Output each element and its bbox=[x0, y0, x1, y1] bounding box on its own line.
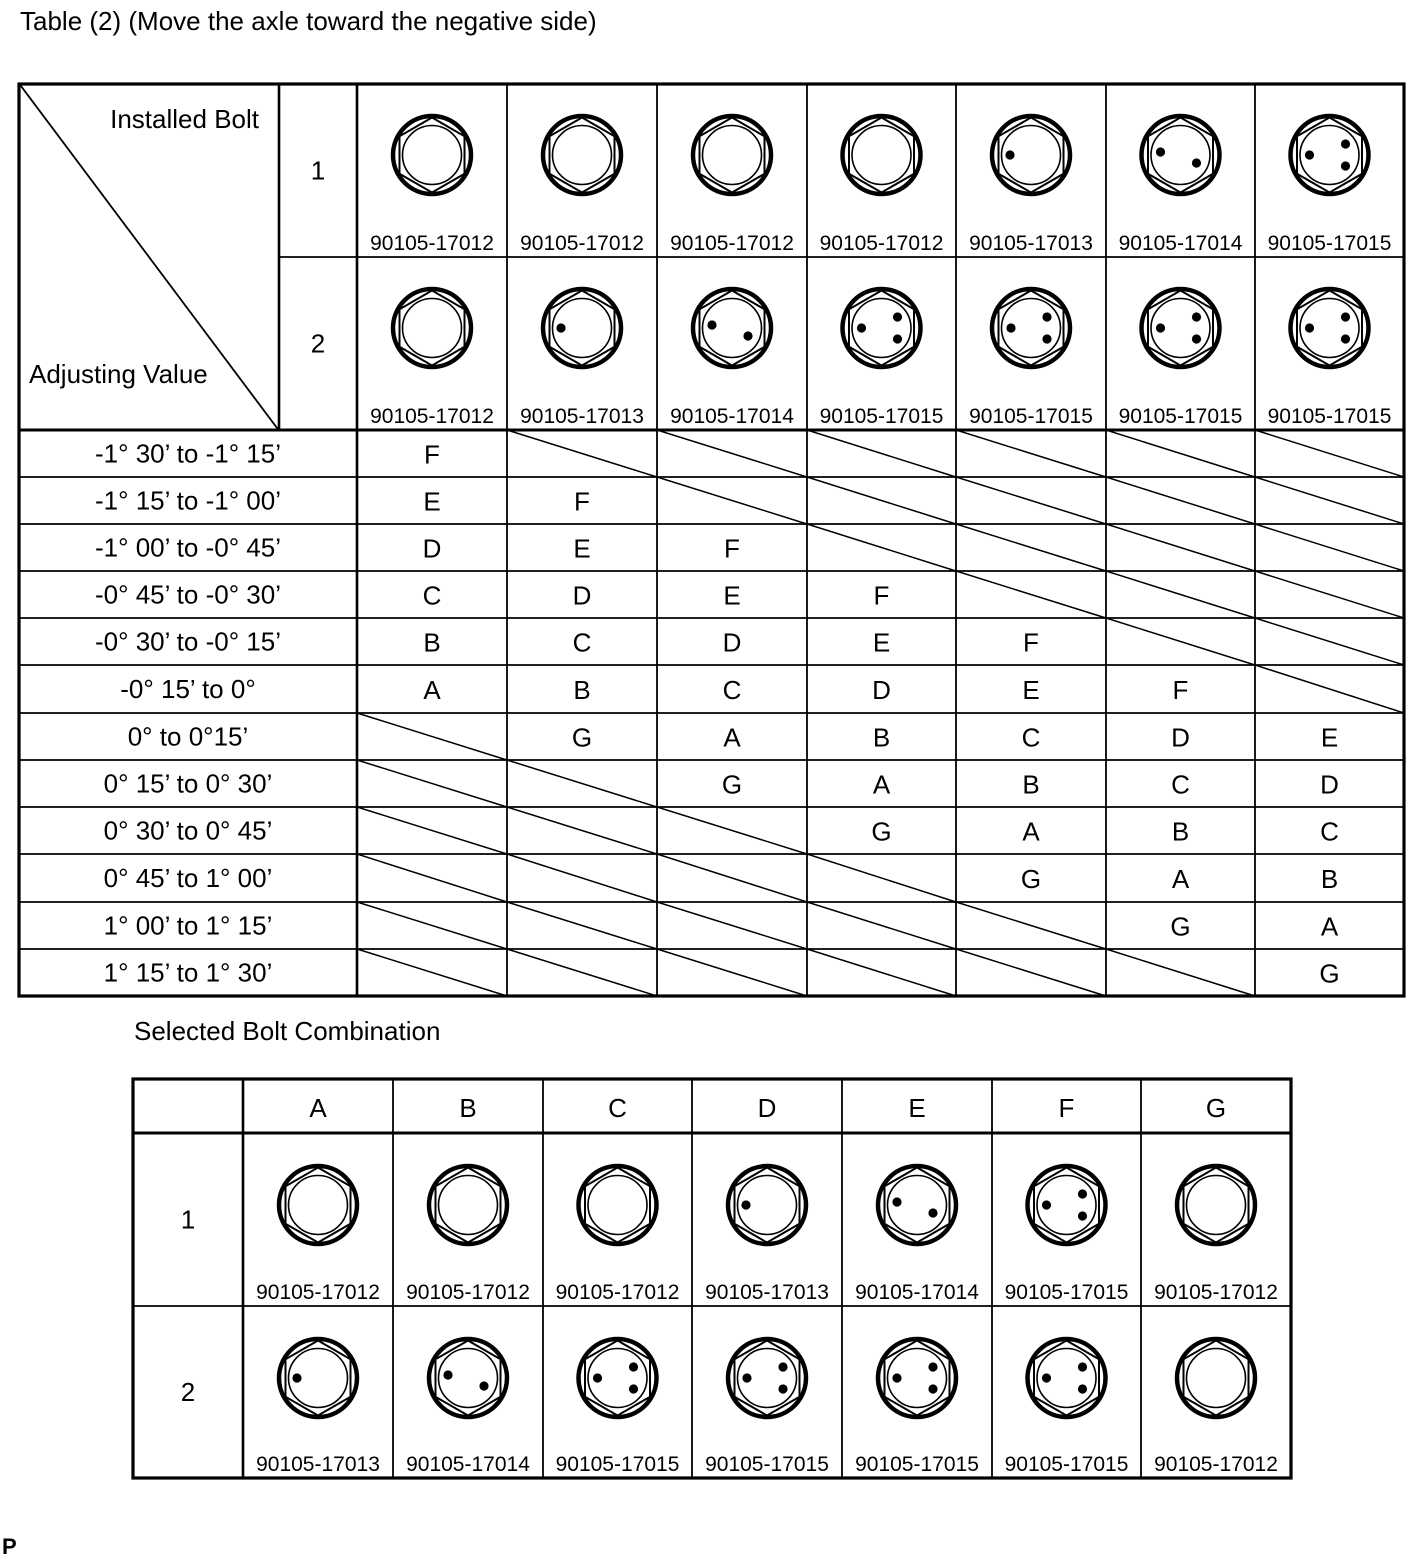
bolt-outer-ring bbox=[279, 1339, 357, 1417]
combination-code: F bbox=[873, 580, 890, 611]
combination-code: B bbox=[423, 627, 441, 658]
bolt-part-number: 90105-17013 bbox=[969, 232, 1093, 255]
bolt-outer-ring bbox=[728, 1166, 806, 1244]
combination-code: B bbox=[1320, 864, 1339, 894]
combination-code: D bbox=[572, 580, 592, 611]
table1-bolt-row-label: 1 bbox=[310, 155, 326, 186]
bolt-mark-dot bbox=[479, 1381, 488, 1390]
not-applicable-slash bbox=[956, 430, 1106, 477]
adjusting-value-label: 0° 30’ to 0° 45’ bbox=[103, 815, 273, 846]
not-applicable-slash bbox=[657, 430, 807, 477]
bolt-hex-head bbox=[700, 118, 765, 193]
bolt-hex-head bbox=[286, 1168, 351, 1243]
bolt-icon bbox=[1291, 116, 1369, 194]
bolt-icon bbox=[878, 1166, 956, 1244]
combination-code: G bbox=[1020, 864, 1042, 894]
bolt-mark-dot bbox=[892, 1197, 901, 1206]
table2-bolt-row-label: 1 bbox=[180, 1204, 196, 1235]
bolt-outer-ring bbox=[1142, 289, 1220, 367]
not-applicable-slash bbox=[1255, 477, 1404, 524]
bolt-mark-dot bbox=[1192, 158, 1201, 167]
bolt-outer-ring bbox=[1028, 1339, 1106, 1417]
bolt-part-number: 90105-17013 bbox=[520, 405, 644, 428]
bolt-inner-circle bbox=[403, 299, 462, 358]
not-applicable-slash bbox=[507, 760, 657, 807]
not-applicable-slash bbox=[1255, 618, 1404, 665]
combination-code: D bbox=[722, 627, 742, 658]
bolt-outer-ring bbox=[579, 1339, 657, 1417]
bolt-mark-dot bbox=[1305, 150, 1314, 159]
bolt-mark-dot bbox=[778, 1362, 787, 1371]
bolt-inner-circle bbox=[1187, 1176, 1246, 1235]
bolt-outer-ring bbox=[579, 1166, 657, 1244]
bolt-outer-ring bbox=[393, 289, 471, 367]
bolt-part-number: 90105-17015 bbox=[705, 1453, 829, 1476]
not-applicable-slash bbox=[507, 854, 657, 902]
bolt-icon bbox=[393, 116, 471, 194]
bolt-part-number: 90105-17012 bbox=[406, 1281, 530, 1304]
bolt-icon bbox=[843, 116, 921, 194]
bolt-part-number: 90105-17012 bbox=[1154, 1281, 1278, 1304]
bolt-mark-dot bbox=[893, 334, 902, 343]
combination-code: A bbox=[872, 769, 891, 800]
bolt-mark-dot bbox=[707, 320, 716, 329]
bolt-icon bbox=[1028, 1339, 1106, 1417]
combination-code: G bbox=[1170, 911, 1191, 942]
bolt-mark-dot bbox=[1042, 1200, 1051, 1209]
combination-code: G bbox=[571, 722, 593, 753]
bolt-mark-dot bbox=[1192, 312, 1201, 321]
not-applicable-slash bbox=[507, 902, 657, 949]
combination-column-header: G bbox=[1205, 1093, 1227, 1123]
combination-code: B bbox=[1171, 816, 1190, 847]
adjusting-value-label: 1° 15’ to 1° 30’ bbox=[103, 957, 273, 988]
bolt-mark-dot bbox=[1005, 150, 1014, 159]
bolt-mark-dot bbox=[1341, 161, 1350, 170]
bolt-part-number: 90105-17014 bbox=[670, 405, 794, 428]
adjusting-value-label: -1° 15’ to -1° 00’ bbox=[94, 485, 282, 516]
bolt-inner-circle bbox=[553, 126, 612, 185]
bolt-outer-ring bbox=[728, 1339, 806, 1417]
bolt-icon bbox=[279, 1339, 357, 1417]
combination-code: A bbox=[1320, 911, 1339, 942]
not-applicable-slash bbox=[507, 949, 657, 996]
bolt-hex-head bbox=[849, 118, 914, 193]
combination-code: F bbox=[1023, 627, 1039, 658]
bolt-hex-head bbox=[400, 291, 465, 366]
bolt-mark-dot bbox=[443, 1370, 452, 1379]
bolt-icon bbox=[1291, 289, 1369, 367]
bolt-icon bbox=[543, 289, 621, 367]
bolt-mark-dot bbox=[743, 331, 752, 340]
bolt-hex-head bbox=[550, 118, 615, 193]
not-applicable-slash bbox=[357, 760, 507, 807]
bolt-part-number: 90105-17015 bbox=[1004, 1281, 1129, 1304]
bolt-hex-head bbox=[436, 1168, 501, 1243]
not-applicable-slash bbox=[1255, 524, 1404, 571]
bolt-icon bbox=[579, 1166, 657, 1244]
combination-code: D bbox=[422, 533, 442, 564]
combination-column-header: E bbox=[908, 1093, 926, 1123]
combination-column-header: F bbox=[1058, 1093, 1075, 1123]
combination-code: F bbox=[1172, 675, 1189, 705]
adjusting-value-label: 0° 15’ to 0° 30’ bbox=[103, 768, 273, 799]
bolt-outer-ring bbox=[843, 116, 921, 194]
combination-code: F bbox=[424, 439, 440, 470]
bolt-part-number: 90105-17014 bbox=[1118, 232, 1243, 255]
not-applicable-slash bbox=[1106, 524, 1255, 571]
not-applicable-slash bbox=[807, 949, 956, 996]
bolt-icon bbox=[1142, 116, 1220, 194]
bolt-hex-head bbox=[1184, 1341, 1249, 1416]
bolt-outer-ring bbox=[693, 116, 771, 194]
adjusting-value-label: -0° 45’ to -0° 30’ bbox=[94, 579, 282, 610]
combination-code: E bbox=[573, 533, 591, 564]
bolt-hex-head bbox=[585, 1168, 650, 1243]
header-adjusting-value: Adjusting Value bbox=[29, 359, 208, 389]
not-applicable-slash bbox=[1106, 571, 1255, 618]
not-applicable-slash bbox=[1106, 618, 1255, 665]
bolt-outer-ring bbox=[1177, 1339, 1255, 1417]
combination-code: C bbox=[1171, 769, 1190, 800]
not-applicable-slash bbox=[657, 477, 807, 524]
combination-code: G bbox=[871, 816, 892, 847]
bolt-part-number: 90105-17012 bbox=[819, 232, 944, 255]
combination-code: A bbox=[1022, 816, 1040, 847]
adjusting-value-label: -0° 30’ to -0° 15’ bbox=[94, 626, 282, 657]
combination-code: G bbox=[721, 769, 743, 800]
bolt-mark-dot bbox=[1341, 312, 1350, 321]
not-applicable-slash bbox=[956, 571, 1106, 618]
bolt-icon bbox=[1028, 1166, 1106, 1244]
bolt-mark-dot bbox=[292, 1373, 301, 1382]
bolt-mark-dot bbox=[1156, 323, 1165, 332]
bolt-outer-ring bbox=[992, 116, 1070, 194]
combination-code: C bbox=[422, 580, 442, 611]
bolt-part-number: 90105-17015 bbox=[969, 405, 1093, 428]
selected-bolt-combination-title: Selected Bolt Combination bbox=[134, 1016, 441, 1046]
bolt-outer-ring bbox=[693, 289, 771, 367]
bolt-icon bbox=[393, 289, 471, 367]
bolt-mark-dot bbox=[629, 1384, 638, 1393]
bolt-inner-circle bbox=[588, 1176, 647, 1235]
not-applicable-slash bbox=[357, 949, 507, 996]
combination-code: A bbox=[723, 722, 741, 753]
bolt-mark-dot bbox=[1078, 1211, 1087, 1220]
bolt-outer-ring bbox=[878, 1339, 956, 1417]
bolt-mark-dot bbox=[593, 1373, 602, 1382]
bolt-icon bbox=[279, 1166, 357, 1244]
bolt-mark-dot bbox=[742, 1373, 751, 1382]
combination-code: F bbox=[574, 486, 590, 517]
not-applicable-slash bbox=[1106, 430, 1255, 477]
not-applicable-slash bbox=[807, 854, 956, 902]
bolt-icon bbox=[693, 116, 771, 194]
bolt-part-number: 90105-17015 bbox=[855, 1453, 979, 1476]
bolt-icon bbox=[1142, 289, 1220, 367]
bolt-inner-circle bbox=[852, 126, 911, 185]
not-applicable-slash bbox=[807, 524, 956, 571]
adjusting-value-label: 0° to 0°15’ bbox=[127, 721, 249, 752]
bolt-inner-circle bbox=[703, 126, 762, 185]
bolt-icon bbox=[992, 289, 1070, 367]
not-applicable-slash bbox=[1106, 949, 1255, 996]
not-applicable-slash bbox=[357, 713, 507, 760]
bolt-part-number: 90105-17013 bbox=[705, 1281, 829, 1304]
bolt-outer-ring bbox=[429, 1166, 507, 1244]
bolt-outer-ring bbox=[279, 1166, 357, 1244]
bolt-icon bbox=[878, 1339, 956, 1417]
bolt-icon bbox=[728, 1339, 806, 1417]
bolt-mark-dot bbox=[629, 1362, 638, 1371]
not-applicable-slash bbox=[956, 902, 1106, 949]
corner-mark: P bbox=[2, 1534, 17, 1559]
bolt-part-number: 90105-17014 bbox=[855, 1281, 979, 1304]
table1-bolt-row-label: 2 bbox=[310, 328, 326, 359]
bolt-mark-dot bbox=[1078, 1362, 1087, 1371]
bolt-part-number: 90105-17015 bbox=[1118, 405, 1243, 428]
bolt-mark-dot bbox=[928, 1384, 937, 1393]
combination-code: E bbox=[872, 627, 891, 658]
combination-code: E bbox=[1022, 675, 1040, 705]
bolt-part-number: 90105-17012 bbox=[670, 232, 794, 255]
combination-code: A bbox=[1171, 864, 1190, 894]
bolt-mark-dot bbox=[857, 323, 866, 332]
combination-code: E bbox=[1320, 722, 1339, 753]
not-applicable-slash bbox=[1255, 430, 1404, 477]
bolt-part-number: 90105-17012 bbox=[520, 232, 644, 255]
not-applicable-slash bbox=[657, 902, 807, 949]
bolt-mark-dot bbox=[1042, 334, 1051, 343]
combination-column-header: A bbox=[309, 1093, 327, 1123]
combination-code: C bbox=[1320, 816, 1339, 847]
bolt-part-number: 90105-17012 bbox=[1154, 1453, 1278, 1476]
bolt-mark-dot bbox=[1042, 1373, 1051, 1382]
bolt-part-number: 90105-17012 bbox=[370, 232, 494, 255]
bolt-mark-dot bbox=[892, 1373, 901, 1382]
not-applicable-slash bbox=[807, 477, 956, 524]
page-title: Table (2) (Move the axle toward the negative side) bbox=[20, 6, 597, 36]
bolt-outer-ring bbox=[1291, 289, 1369, 367]
bolt-mark-dot bbox=[778, 1384, 787, 1393]
bolt-icon bbox=[543, 116, 621, 194]
bolt-hex-head bbox=[400, 118, 465, 193]
adjusting-value-label: 1° 00’ to 1° 15’ bbox=[103, 910, 273, 941]
bolt-mark-dot bbox=[1006, 323, 1015, 332]
table2-bolt-row-label: 2 bbox=[180, 1377, 196, 1407]
bolt-outer-ring bbox=[1177, 1166, 1255, 1244]
bolt-hex-head bbox=[1184, 1168, 1249, 1243]
combination-code: C bbox=[572, 627, 592, 658]
adjusting-value-label: 0° 45’ to 1° 00’ bbox=[103, 863, 273, 893]
bolt-mark-dot bbox=[1156, 147, 1165, 156]
not-applicable-slash bbox=[956, 524, 1106, 571]
not-applicable-slash bbox=[507, 807, 657, 854]
bolt-icon bbox=[992, 116, 1070, 194]
not-applicable-slash bbox=[956, 477, 1106, 524]
bolt-outer-ring bbox=[992, 289, 1070, 367]
bolt-outer-ring bbox=[1028, 1166, 1106, 1244]
bolt-mark-dot bbox=[1042, 312, 1051, 321]
bolt-part-number: 90105-17015 bbox=[819, 405, 944, 428]
combination-code: C bbox=[1021, 722, 1041, 753]
not-applicable-slash bbox=[357, 902, 507, 949]
combination-code: E bbox=[723, 580, 741, 611]
bolt-mark-dot bbox=[741, 1200, 750, 1209]
not-applicable-slash bbox=[1255, 665, 1404, 713]
bolt-outer-ring bbox=[843, 289, 921, 367]
bolt-inner-circle bbox=[1187, 1349, 1246, 1408]
bolt-mark-dot bbox=[1192, 334, 1201, 343]
bolt-mark-dot bbox=[928, 1362, 937, 1371]
combination-code: B bbox=[573, 675, 591, 705]
table2-frame bbox=[133, 1079, 1291, 1478]
bolt-outer-ring bbox=[543, 289, 621, 367]
adjusting-value-label: -1° 30’ to -1° 15’ bbox=[94, 438, 282, 469]
bolt-icon bbox=[693, 289, 771, 367]
bolt-outer-ring bbox=[393, 116, 471, 194]
combination-code: E bbox=[423, 486, 441, 517]
bolt-mark-dot bbox=[556, 323, 565, 332]
bolt-icon bbox=[579, 1339, 657, 1417]
bolt-icon bbox=[1177, 1339, 1255, 1417]
bolt-icon bbox=[429, 1166, 507, 1244]
not-applicable-slash bbox=[956, 949, 1106, 996]
not-applicable-slash bbox=[807, 902, 956, 949]
combination-code: B bbox=[872, 722, 891, 753]
bolt-icon bbox=[728, 1166, 806, 1244]
bolt-icon bbox=[843, 289, 921, 367]
not-applicable-slash bbox=[807, 430, 956, 477]
bolt-mark-dot bbox=[1341, 139, 1350, 148]
bolt-outer-ring bbox=[1291, 116, 1369, 194]
bolt-part-number: 90105-17012 bbox=[256, 1281, 380, 1304]
bolt-inner-circle bbox=[439, 1176, 498, 1235]
adjusting-value-label: -1° 00’ to -0° 45’ bbox=[94, 532, 282, 563]
combination-code: A bbox=[423, 675, 441, 705]
bolt-mark-dot bbox=[1078, 1189, 1087, 1198]
bolt-icon bbox=[429, 1339, 507, 1417]
combination-code: D bbox=[872, 675, 891, 705]
combination-code: C bbox=[722, 675, 742, 705]
bolt-part-number: 90105-17014 bbox=[406, 1453, 530, 1476]
not-applicable-slash bbox=[357, 854, 507, 902]
bolt-mark-dot bbox=[1341, 334, 1350, 343]
bolt-part-number: 90105-17015 bbox=[1004, 1453, 1129, 1476]
bolt-part-number: 90105-17012 bbox=[370, 405, 494, 428]
not-applicable-slash bbox=[657, 807, 807, 854]
bolt-outer-ring bbox=[1142, 116, 1220, 194]
not-applicable-slash bbox=[507, 430, 657, 477]
bolt-mark-dot bbox=[893, 312, 902, 321]
bolt-mark-dot bbox=[928, 1208, 937, 1217]
not-applicable-slash bbox=[357, 807, 507, 854]
bolt-mark-dot bbox=[1305, 323, 1314, 332]
combination-code: G bbox=[1319, 958, 1340, 989]
header-installed-bolt: Installed Bolt bbox=[110, 104, 259, 134]
not-applicable-slash bbox=[1106, 477, 1255, 524]
combination-code: D bbox=[1320, 769, 1339, 800]
bolt-outer-ring bbox=[878, 1166, 956, 1244]
bolt-part-number: 90105-17013 bbox=[256, 1453, 380, 1476]
combination-column-header: B bbox=[459, 1093, 477, 1123]
adjusting-value-label: -0° 15’ to 0° bbox=[120, 674, 256, 704]
bolt-icon bbox=[1177, 1166, 1255, 1244]
bolt-mark-dot bbox=[1078, 1384, 1087, 1393]
combination-code: D bbox=[1171, 722, 1190, 753]
bolt-part-number: 90105-17012 bbox=[555, 1281, 680, 1304]
bolt-inner-circle bbox=[403, 126, 462, 185]
not-applicable-slash bbox=[657, 949, 807, 996]
combination-code: B bbox=[1022, 769, 1040, 800]
bolt-inner-circle bbox=[289, 1176, 348, 1235]
not-applicable-slash bbox=[1255, 571, 1404, 618]
bolt-part-number: 90105-17015 bbox=[1267, 405, 1392, 428]
combination-column-header: C bbox=[608, 1093, 627, 1123]
bolt-part-number: 90105-17015 bbox=[1267, 232, 1392, 255]
bolt-outer-ring bbox=[429, 1339, 507, 1417]
bolt-outer-ring bbox=[543, 116, 621, 194]
bolt-part-number: 90105-17015 bbox=[555, 1453, 680, 1476]
combination-code: F bbox=[724, 533, 740, 564]
not-applicable-slash bbox=[657, 854, 807, 902]
combination-column-header: D bbox=[757, 1093, 777, 1123]
